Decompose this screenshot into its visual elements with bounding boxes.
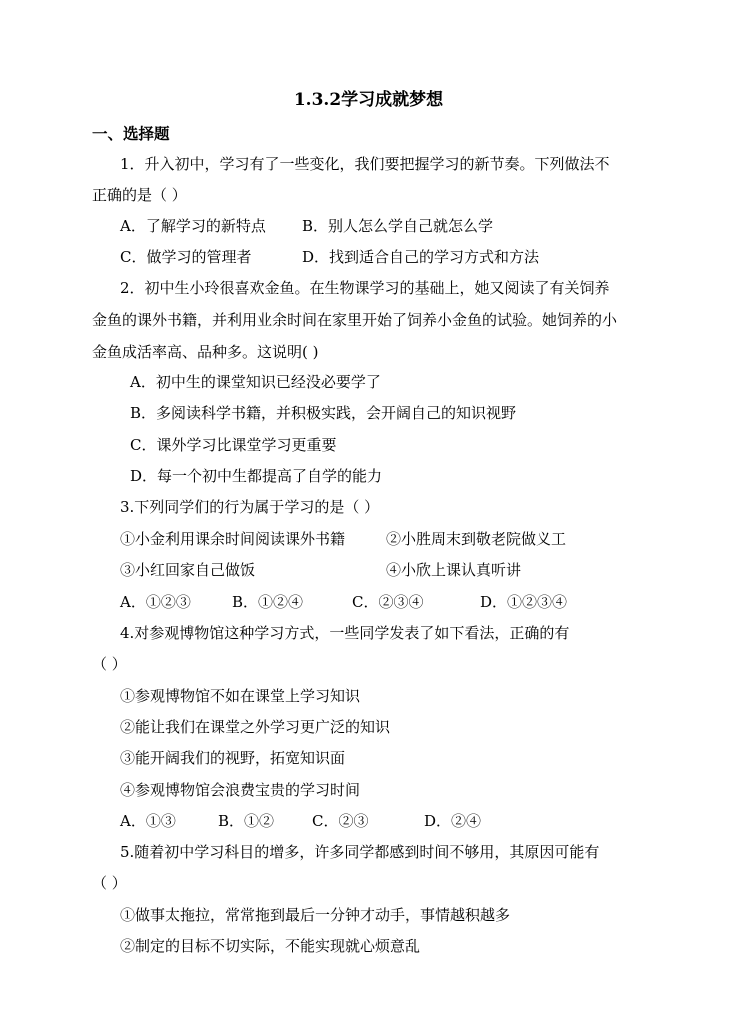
q2-stem-line3: 金鱼成活率高、品种多。这说明( ) [92, 343, 319, 361]
q4-item-1: ①参观博物馆不如在课堂上学习知识 [120, 687, 361, 705]
q5-item-1: ①做事太拖拉，常常拖到最后一分钟才动手，事情越积越多 [120, 906, 511, 924]
q4-stem-line2: （ ） [92, 655, 127, 673]
q2-option-b: B．多阅读科学书籍，并积极实践，会开阔自己的知识视野 [130, 404, 517, 422]
q2-option-c: C．课外学习比课堂学习更重要 [130, 436, 337, 454]
q3-stem: 3.下列同学们的行为属于学习的是（ ） [120, 498, 380, 516]
q1-option-c: C．做学习的管理者 [120, 248, 252, 266]
q1-option-d: D．找到适合自己的学习方式和方法 [302, 248, 540, 266]
q5-stem-line2: （ ） [92, 874, 127, 892]
q2-option-d: D．每一个初中生都提高了自学的能力 [130, 467, 383, 485]
q4-option-b: B．①② [218, 812, 275, 830]
q3-option-c: C．②③④ [352, 593, 424, 611]
q2-stem-line1: 2．初中生小玲很喜欢金鱼。在生物课学习的基础上，她又阅读了有关饲养 [120, 279, 610, 297]
q4-stem-line1: 4.对参观博物馆这种学习方式，一些同学发表了如下看法，正确的有 [120, 624, 570, 642]
q4-option-d: D．②④ [424, 812, 482, 830]
section-heading: 一、选择题 [92, 124, 170, 143]
q3-item-3: ③小红回家自己做饭 [120, 561, 256, 579]
q2-stem-line2: 金鱼的课外书籍，并利用业余时间在家里开始了饲养小金鱼的试验。她饲养的小 [92, 311, 618, 329]
q3-item-1: ①小金利用课余时间阅读课外书籍 [120, 530, 346, 548]
q4-item-3: ③能开阔我们的视野，拓宽知识面 [120, 749, 346, 767]
q3-item-4: ④小欣上课认真听讲 [386, 561, 522, 579]
q4-item-4: ④参观博物馆会浪费宝贵的学习时间 [120, 781, 361, 799]
q1-stem-line2: 正确的是（ ） [92, 186, 187, 204]
q3-option-a: A．①②③ [120, 593, 191, 611]
q1-option-a: A．了解学习的新特点 [120, 217, 266, 235]
q1-stem-line1: 1．升入初中，学习有了一些变化，我们要把握学习的新节奏。下列做法不 [120, 155, 610, 173]
q5-stem-line1: 5.随着初中学习科目的增多，许多同学都感到时间不够用，其原因可能有 [120, 843, 600, 861]
q1-option-b: B．别人怎么学自己就怎么学 [302, 217, 494, 235]
q3-item-2: ②小胜周末到敬老院做义工 [386, 530, 567, 548]
q4-item-2: ②能让我们在课堂之外学习更广泛的知识 [120, 718, 391, 736]
q3-option-b: B．①②④ [232, 593, 304, 611]
q5-item-2: ②制定的目标不切实际，不能实现就心烦意乱 [120, 937, 421, 955]
q4-option-a: A．①③ [120, 812, 176, 830]
page-title: 1.3.2学习成就梦想 [293, 90, 444, 110]
q4-option-c: C．②③ [312, 812, 369, 830]
q3-option-d: D．①②③④ [480, 593, 568, 611]
q2-option-a: A．初中生的课堂知识已经没必要学了 [130, 373, 381, 391]
